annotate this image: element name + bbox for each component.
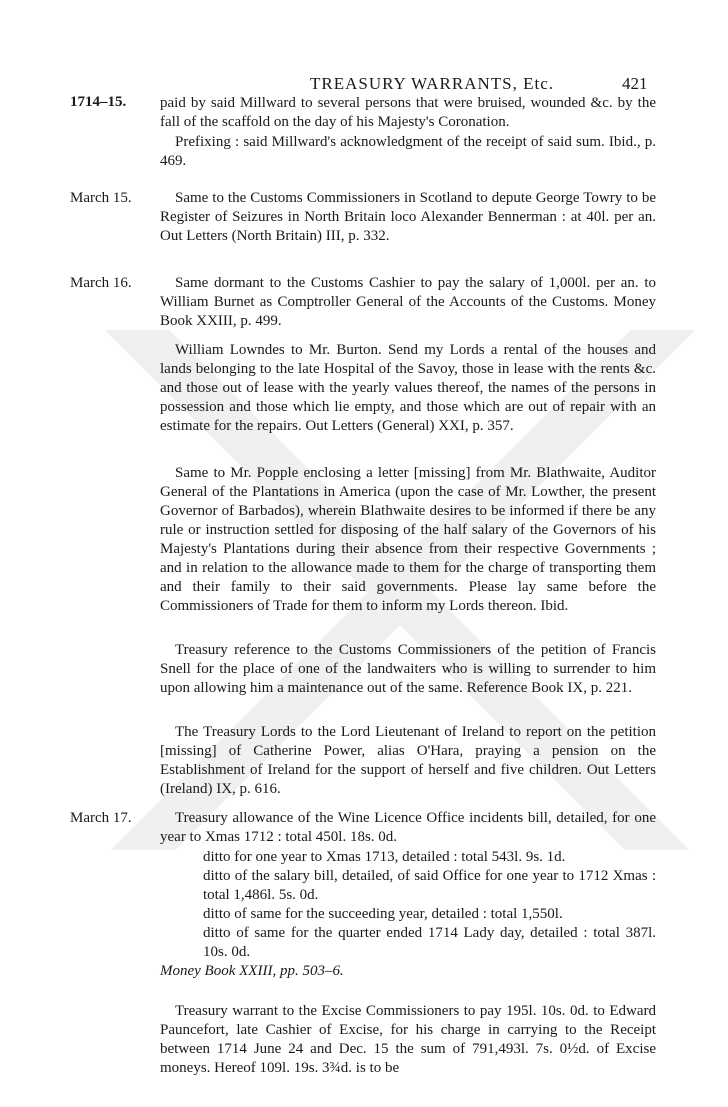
paragraph: Treasury allowance of the Wine Licence Office incidents bill, detailed, for one year to Xmas 1712 : total 450l. 18s. 0d. — [160, 810, 656, 845]
paragraph: Same to Mr. Popple enclosing a letter [missing] from Mr. Blathwaite, Auditor General of the Plantations in America (upon the case of Mr. Lowther, the present Governor of Barbados), wherein Blathwaite desires to be informed if there be any rule or instruction settled for disposing of the half salary of the Governors of his Majesty's Plantations during their absence from their respective Governments ; and in relation to the allowance made to them for the charge of transporting them and their family to their said governments. Please lay same before the Commissioners of Trade for them to inform my Lords thereon. Ibid. — [160, 465, 656, 614]
year-range: 1714–15. — [70, 94, 127, 110]
running-head: TREASURY WARRANTS, Etc. — [310, 74, 555, 93]
paragraph: Same dormant to the Customs Cashier to pay the salary of 1,000l. per an. to William Burnet as Comptroller General of the Accounts of the Customs. Money Book XXIII, p. 499. — [160, 275, 656, 329]
source-citation: Money Book XXIII, pp. 503–6. — [160, 963, 344, 979]
paragraph: Treasury reference to the Customs Commissioners of the petition of Francis Snell for the place of one of the landwaiters who is willing to surrender to him upon allowing him a maintenance out of the same. Reference Book IX, p. 221. — [160, 642, 656, 696]
paragraph: Prefixing : said Millward's acknowledgment of the receipt of said sum. Ibid., p. 469. — [160, 134, 656, 169]
sub-item: ditto of same for the succeeding year, detailed : total 1,550l. — [203, 906, 563, 922]
sub-item: ditto of same for the quarter ended 1714 Lady day, detailed : total 387l. 10s. 0d. — [203, 925, 656, 960]
paragraph: Same to the Customs Commissioners in Scotland to depute George Towry to be Register of Seizures in North Britain loco Alexander Bennerman : at 40l. per an. Out Letters (North Britain) III, p. 332. — [160, 190, 656, 244]
paragraph: paid by said Millward to several persons that were bruised, wounded &c. by the fall of the scaffold on the day of his Majesty's Coronation. — [160, 95, 656, 130]
date-label: March 15. — [70, 190, 132, 206]
paragraph: Treasury warrant to the Excise Commissioners to pay 195l. 10s. 0d. to Edward Pauncefort, late Cashier of Excise, for his charge in carrying to the Receipt between 1714 June 24 and Dec. 15 the sum of 791,493l. 7s. 0½d. of Excise moneys. Hereof 109l. 19s. 3¾d. is to be — [160, 1003, 656, 1076]
page-number: 421 — [622, 74, 648, 93]
sub-item: ditto for one year to Xmas 1713, detailed : total 543l. 9s. 1d. — [203, 849, 566, 865]
date-label: March 17. — [70, 810, 132, 826]
paragraph: William Lowndes to Mr. Burton. Send my Lords a rental of the houses and lands belonging to the late Hospital of the Savoy, those in lease with the rents &c. and those out of lease with the yearly values thereof, the names of the persons in possession and those which lie empty, and those which are out of repair with an estimate for the repairs. Out Letters (General) XXI, p. 357. — [160, 342, 656, 434]
date-label: March 16. — [70, 275, 132, 291]
sub-item: ditto of the salary bill, detailed, of said Office for one year to 1712 Xmas : total 1,486l. 5s. 0d. — [203, 868, 656, 903]
paragraph: The Treasury Lords to the Lord Lieutenant of Ireland to report on the petition [missing] of Catherine Power, alias O'Hara, praying a pension on the Establishment of Ireland for the support of herself and five children. Out Letters (Ireland) IX, p. 616. — [160, 724, 656, 797]
